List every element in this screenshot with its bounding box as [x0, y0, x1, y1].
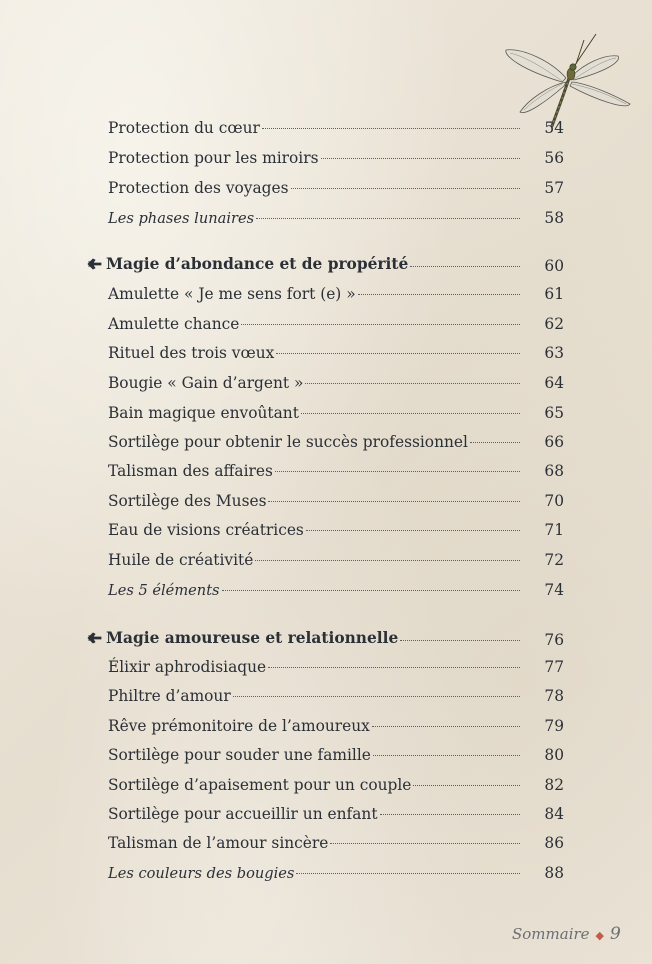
toc-entry: [86, 312, 564, 336]
toc-entry: [86, 831, 564, 855]
toc-entry-title: [86, 252, 408, 276]
dot-leader: [275, 470, 520, 472]
toc-page-number: 61: [544, 285, 564, 303]
toc-entry: [86, 489, 564, 513]
toc-page-number: 86: [544, 834, 564, 852]
toc-entry-title: Talisman de l’amour sincère: [108, 834, 329, 852]
toc-page-number: 60: [544, 257, 564, 275]
toc-section-title: Magie amoureuse et relationnelle: [106, 629, 399, 647]
toc-entry-title: Bougie « Gain d’argent »: [108, 374, 304, 392]
toc-page-number: 82: [544, 776, 564, 794]
toc-entry: [86, 459, 564, 483]
toc-entry: [86, 802, 564, 826]
toc-entry-title: Sortilège d’apaisement pour un couple: [108, 776, 412, 794]
toc-page-number: 58: [544, 209, 564, 227]
toc-entry: [86, 176, 564, 200]
dot-leader: [380, 813, 520, 815]
toc-entry: [86, 282, 564, 306]
toc-page-number: 79: [544, 717, 564, 735]
toc-entry-title: Talisman des affaires: [108, 462, 273, 480]
toc-entry-title: Élixir aphrodisiaque: [108, 658, 267, 676]
toc-entry-title: Bain magique envoûtant: [108, 404, 299, 422]
toc-entry-title: [86, 626, 398, 650]
toc-page-number: 68: [544, 462, 564, 480]
toc-entry: [86, 430, 564, 454]
toc-page-number: 72: [544, 551, 564, 569]
dot-leader: [268, 666, 520, 668]
toc-entry: [86, 371, 564, 395]
toc-page-number: 80: [544, 746, 564, 764]
toc-entry: [86, 655, 564, 679]
toc-entry: [86, 861, 564, 885]
toc-entry: [86, 116, 564, 140]
toc-entry-title: Protection des voyages: [108, 179, 289, 197]
toc-entry: [86, 743, 564, 767]
dot-leader: [358, 293, 520, 295]
dot-leader: [400, 639, 520, 641]
toc-page-number: 66: [544, 433, 564, 451]
toc-section-title: Magie d’abondance et de propérité: [106, 255, 409, 273]
dot-leader: [330, 842, 520, 844]
dot-leader: [291, 187, 520, 189]
toc-page-number: 78: [544, 687, 564, 705]
toc-entry: [86, 206, 564, 230]
toc-entry-title: Amulette « Je me sens fort (e) »: [108, 285, 356, 303]
toc-entry: [86, 773, 564, 797]
toc-entry-title: Amulette chance: [108, 315, 240, 333]
dot-leader: [233, 695, 520, 697]
toc-entry-title: Huile de créativité: [108, 551, 254, 569]
toc-page-number: 84: [544, 805, 564, 823]
footer-label: Sommaire: [512, 925, 590, 943]
pointing-hand-icon: [86, 631, 102, 645]
toc-entry-title: Sortilège des Muses: [108, 492, 267, 510]
toc-entry-title: Les couleurs des bougies: [108, 865, 295, 882]
toc-entry-title: Les phases lunaires: [108, 210, 255, 227]
page-number: 9: [610, 924, 621, 944]
dot-leader: [321, 157, 521, 159]
toc-entry-title: Les 5 éléments: [108, 582, 220, 599]
dot-leader: [268, 500, 520, 502]
dot-leader: [413, 784, 520, 786]
toc-entry-title: Rituel des trois vœux: [108, 344, 275, 362]
toc-entry-title: Rêve prémonitoire de l’amoureux: [108, 717, 370, 735]
toc-entry-title: Sortilège pour obtenir le succès professionnel: [108, 433, 468, 451]
dot-leader: [276, 352, 520, 354]
dot-leader: [262, 127, 520, 129]
toc-page-number: 63: [544, 344, 564, 362]
dot-leader: [372, 725, 520, 727]
toc-section-heading: [86, 252, 564, 276]
dot-leader: [222, 589, 520, 591]
dot-leader: [306, 529, 520, 531]
toc-page-number: 64: [544, 374, 564, 392]
dot-leader: [301, 412, 520, 414]
toc-entry: [86, 146, 564, 170]
toc-page-number: 56: [544, 149, 564, 167]
dot-leader: [305, 382, 520, 384]
toc-entry: [86, 578, 564, 602]
toc-entry: [86, 518, 564, 542]
toc-entry: [86, 714, 564, 738]
toc-entry: [86, 341, 564, 365]
toc-page-number: 57: [544, 179, 564, 197]
toc-page-number: 70: [544, 492, 564, 510]
toc-page-number: 71: [544, 521, 564, 539]
toc-page-number: 54: [544, 119, 564, 137]
toc-page-number: 88: [544, 864, 564, 882]
toc-section-heading: [86, 626, 564, 650]
dot-leader: [256, 217, 520, 219]
dot-leader: [241, 323, 520, 325]
dot-leader: [255, 559, 520, 561]
toc-entry-title: Sortilège pour accueillir un enfant: [108, 805, 378, 823]
pointing-hand-icon: [86, 257, 102, 271]
page-footer: [512, 924, 621, 948]
toc-entry-title: Sortilège pour souder une famille: [108, 746, 371, 764]
dot-leader: [410, 265, 520, 267]
toc-entry: [86, 401, 564, 425]
toc-page-number: 65: [544, 404, 564, 422]
toc-page-number: 62: [544, 315, 564, 333]
toc-page-number: 76: [544, 631, 564, 649]
toc-entry: [86, 548, 564, 572]
dot-leader: [470, 441, 520, 443]
diamond-icon: ◆: [595, 929, 605, 942]
toc-page-number: 77: [544, 658, 564, 676]
toc-entry: [86, 684, 564, 708]
toc-entry-title: Philtre d’amour: [108, 687, 231, 705]
toc-page-number: 74: [544, 581, 564, 599]
toc-entry-title: Protection du cœur: [108, 119, 260, 137]
toc-entry-title: Protection pour les miroirs: [108, 149, 319, 167]
dot-leader: [373, 754, 520, 756]
toc-entry-title: Eau de visions créatrices: [108, 521, 304, 539]
dot-leader: [296, 872, 520, 874]
